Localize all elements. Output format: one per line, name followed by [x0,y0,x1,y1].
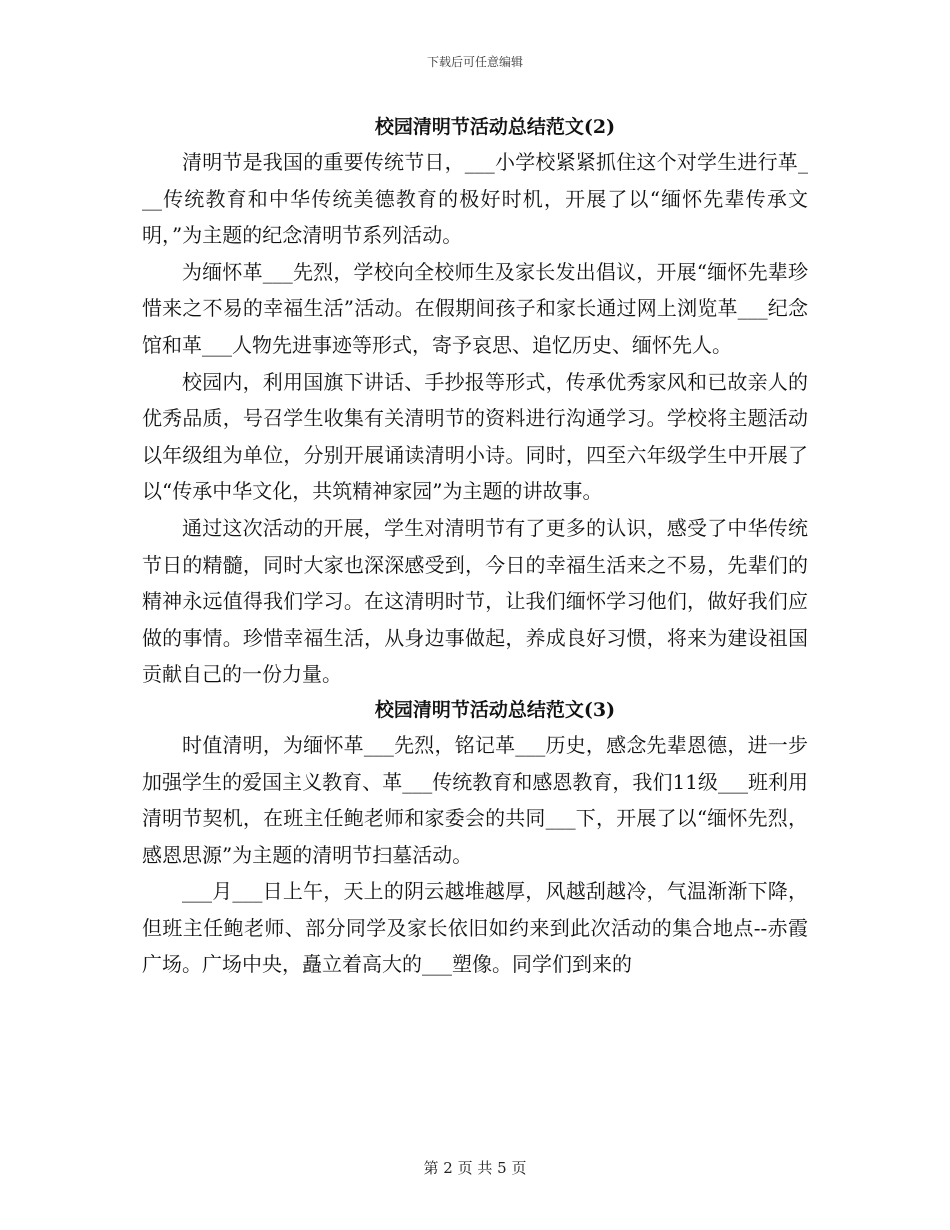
document-body [142,110,808,983]
section-title: 校园清明节活动总结范文(2) [374,116,616,138]
paragraph: ___月___日上午，天上的阴云越堆越厚，风越刮越冷，气温渐渐下降，但班主任鲍老师、部分同学及家长依旧如约来到此次活动的集合地点--赤霞广场。广场中央，矗立着高大的___塑像。同学们到来的 [142,879,808,977]
paragraph: 为缅怀革___先烈，学校向全校师生及家长发出倡议，开展“缅怀先辈珍惜来之不易的幸福生活”活动。在假期间孩子和家长通过网上浏览革___纪念馆和革___人物先进事迹等形式，寄予哀思、追忆历史、缅怀先人。 [142,259,808,357]
page-header-note: 下载后可任意编辑 [426,55,523,69]
paragraph: 时值清明，为缅怀革___先烈，铭记革___历史，感念先辈恩德，进一步加强学生的爱国主义教育、革___传统教育和感恩教育，我们11级___班利用清明节契机，在班主任鲍老师和家委会的共同___下，开展了以“缅怀先烈，感恩思源”为主题的清明节扫墓活动。 [142,732,808,867]
section-title: 校园清明节活动总结范文(3) [374,698,616,721]
page-footer: 第 2 页 共 5 页 [423,1159,527,1177]
paragraph: 通过这次活动的开展，学生对清明节有了更多的认识，感受了中华传统节日的精髓，同时大家也深深感受到，今日的幸福生活来之不易，先辈们的精神永远值得我们学习。在这清明时节，让我们缅怀学习他们，做好我们应做的事情。珍惜幸福生活，从身边事做起，养成良好习惯，将来为建设祖国贡献自己的一份力量。 [142,515,808,687]
paragraph: 清明节是我国的重要传统节日，___小学校紧紧抓住这个对学生进行革___传统教育和中华传统美德教育的极好时机，开展了以“缅怀先辈传承文明，”为主题的纪念清明节系列活动。 [142,150,808,248]
paragraph: 校园内，利用国旗下讲话、手抄报等形式，传承优秀家风和已故亲人的优秀品质，号召学生收集有关清明节的资料进行沟通学习。学校将主题活动以年级组为单位，分别开展诵读清明小诗。同时，四至六年级学生中开展了以“传承中华文化，共筑精神家园”为主题的讲故事。 [142,369,808,504]
